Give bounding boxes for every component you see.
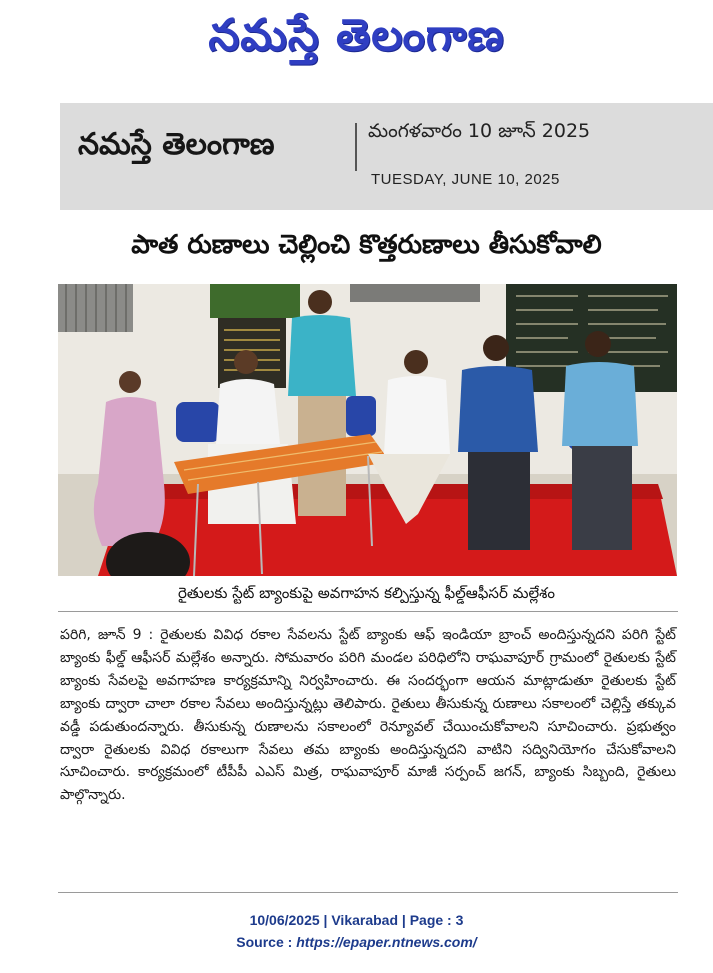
telugu-date: మంగళవారం 10 జూన్ 2025	[368, 120, 591, 142]
article-body	[60, 624, 676, 807]
footer-meta: 10/06/2025 | Vikarabad | Page : 3	[249, 912, 464, 928]
article-paragraph: పరిగి, జూన్ 9 : రైతులకు వివిధ రకాల సేవలను స్టేట్ బ్యాంకు ఆఫ్ ఇండియా బ్రాంచ్ అందిస్తున్నదని పరిగి స్టేట్ బ్యాంకు ఫీల్డ్ ఆఫీసర్ మల్లేశం అన్నారు. సోమవారం పరిగి మండల పరిధిలోని రాఘవాపూర్ గ్రామంలో రైతులకు స్టేట్ బ్యాంకు సేవలపై అవగాహణ కార్యక్రమాన్ని నిర్వహించారు. ఈ సందర్భంగా ఆయన మాట్లాడుతూ రైతులకు స్టేట్ బ్యాంకు ద్వారా చాలా రకాల సేవలు అందిస్తున్నట్లు తెలిపారు. రైతులు తీసుకున్న రుణాలు సకాలంలో చెల్లిస్తే తక్కువ వడ్డీ పడుతుందన్నారు. తీసుకున్న రుణాలను సకాలంలో రెన్యూవల్ చేయించుకోవాలని సూచించారు. ప్రభుత్వం ద్వారా రైతులకు వివిధ రకాలుగా సేవలు తమ బ్యాంకు అందిస్తున్నదని వాటిని సద్వినియోగం చేసుకోవాలని సూచించారు. కార్యక్రమంలో టీపీపీ ఎఎస్ మిత్ర, రాఘవాపూర్ మాజీ సర్పంచ్ జగన్, బ్యాంకు సిబ్బంది, రైతులు పాల్గొన్నారు.	[60, 627, 676, 804]
date-band	[60, 103, 713, 210]
masthead-logo: నమస్తే తెలంగాణ	[208, 10, 505, 61]
footer	[0, 909, 713, 953]
footer-source	[0, 931, 713, 953]
photo-illustration	[58, 284, 677, 576]
article-headline: పాత రుణాలు చెల్లించి కొత్తరుణాలు తీసుకోవాలి	[131, 230, 602, 260]
masthead	[0, 0, 713, 82]
divider	[58, 611, 678, 612]
divider	[58, 892, 678, 893]
article-photo	[58, 284, 677, 576]
english-date: TUESDAY, JUNE 10, 2025	[371, 171, 560, 188]
photo-caption: రైతులకు స్టేట్ బ్యాంకుపై అవగాహన కల్పిస్తున్న ఫీల్డ్ఆఫీసర్ మల్లేశం	[178, 584, 555, 602]
paper-name: నమస్తే తెలంగాణ	[78, 127, 275, 162]
divider	[355, 123, 357, 171]
source-link[interactable]: https://epaper.ntnews.com/	[296, 934, 477, 950]
source-label: Source :	[236, 934, 297, 950]
